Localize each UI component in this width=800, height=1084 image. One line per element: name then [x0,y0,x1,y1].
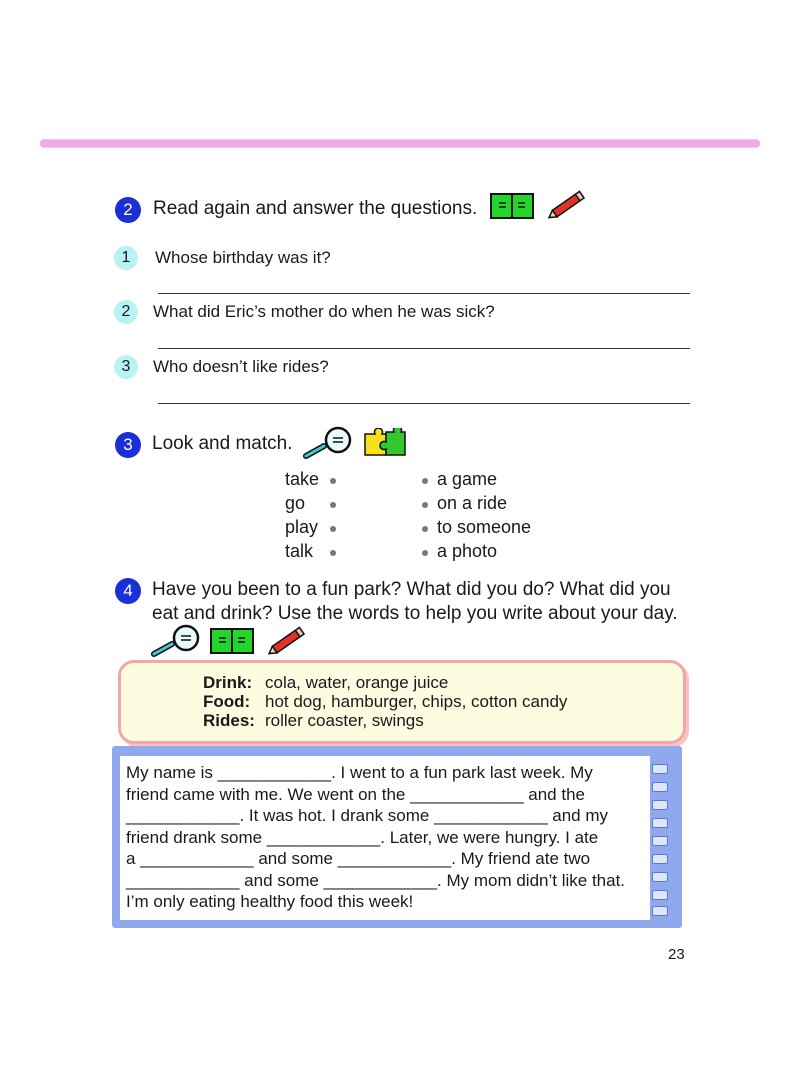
match-right-dot[interactable] [422,550,428,556]
section-3-number-badge: 3 [115,432,141,458]
notebook-ring [652,818,668,828]
section-3-heading: Look and match. [152,433,293,454]
match-right-dot[interactable] [422,526,428,532]
pencil-icon [264,624,310,663]
section-4-heading-line-2: eat and drink? Use the words to help you write about your day. [152,603,678,624]
question-1-badge: 1 [114,246,138,270]
notebook-ring [652,872,668,882]
question-3-answer-line[interactable] [158,403,690,404]
section-4-heading-line-1: Have you been to a fun park? What did you do? What did you [152,579,671,600]
question-1-answer-line[interactable] [158,293,690,294]
vocab-row-rides [203,711,424,730]
match-right-dot[interactable] [422,478,428,484]
question-2-answer-line[interactable] [158,348,690,349]
match-right-phrase: a game [437,469,498,489]
vocab-row-drink [203,673,448,692]
pencil-icon [544,188,590,227]
notebook-page [120,756,650,920]
vocab-words: roller coaster, swings [265,711,424,730]
open-book-icon [490,192,534,225]
vocabulary-box [118,660,686,744]
gap-fill-line: friend drank some ____________. Later, we were hungry. I ate [126,827,599,847]
gap-fill-line: a ____________ and some ____________. My friend ate two [126,849,591,868]
notebook-ring [652,854,668,864]
page-number: 23 [668,946,685,963]
match-left-dot[interactable] [330,526,336,532]
gap-fill-line: My name is ____________. I went to a fun park last week. My [126,763,593,782]
vocab-label: Drink: [203,673,253,692]
notebook-ring [652,800,668,810]
match-left-word: play [285,517,319,537]
gap-fill-line: friend came with me. We went on the ____________ and the [126,784,585,804]
question-2-badge: 2 [114,300,138,324]
magnifying-glass-icon [150,624,204,663]
question-2-text: What did Eric’s mother do when he was sick? [153,302,495,321]
match-left-dot[interactable] [330,502,336,508]
section-2-heading: Read again and answer the questions. [153,198,478,219]
notebook-ring [652,906,668,916]
question-3-text: Who doesn’t like rides? [153,357,329,376]
match-left-dot[interactable] [330,478,336,484]
question-1-text: Whose birthday was it? [155,248,331,267]
notebook-writing-frame [112,746,682,928]
vocab-label: Rides: [203,711,255,730]
question-3-badge: 3 [114,355,138,379]
gap-fill-text[interactable] [126,762,646,913]
match-right-dot[interactable] [422,502,428,508]
notebook-ring [652,764,668,774]
vocab-words: cola, water, orange juice [265,673,449,692]
puzzle-icon [362,428,408,463]
match-right-phrase: a photo [437,541,498,561]
vocab-words: hot dog, hamburger, chips, cotton candy [265,692,568,711]
section-2-number-badge: 2 [115,197,141,223]
notebook-ring [652,890,668,900]
match-left-word: talk [285,541,314,561]
gap-fill-line: I’m only eating healthy food this week! [126,892,414,911]
gap-fill-line: ____________ and some ____________. My mom didn’t like that. [126,870,626,890]
gap-fill-line: ____________. It was hot. I drank some ____________ and my [126,806,609,825]
notebook-ring [652,836,668,846]
vocab-row-food [203,692,567,711]
open-book-icon [210,627,254,660]
match-left-word: go [285,493,306,513]
section-4-number-badge: 4 [115,578,141,604]
magnifying-glass-icon [302,426,356,465]
match-right-phrase: on a ride [437,493,508,513]
match-left-word: take [285,469,320,489]
top-decorative-rule [40,140,760,147]
notebook-ring [652,782,668,792]
match-right-phrase: to someone [437,517,532,537]
match-left-dot[interactable] [330,550,336,556]
vocab-label: Food: [203,692,251,711]
